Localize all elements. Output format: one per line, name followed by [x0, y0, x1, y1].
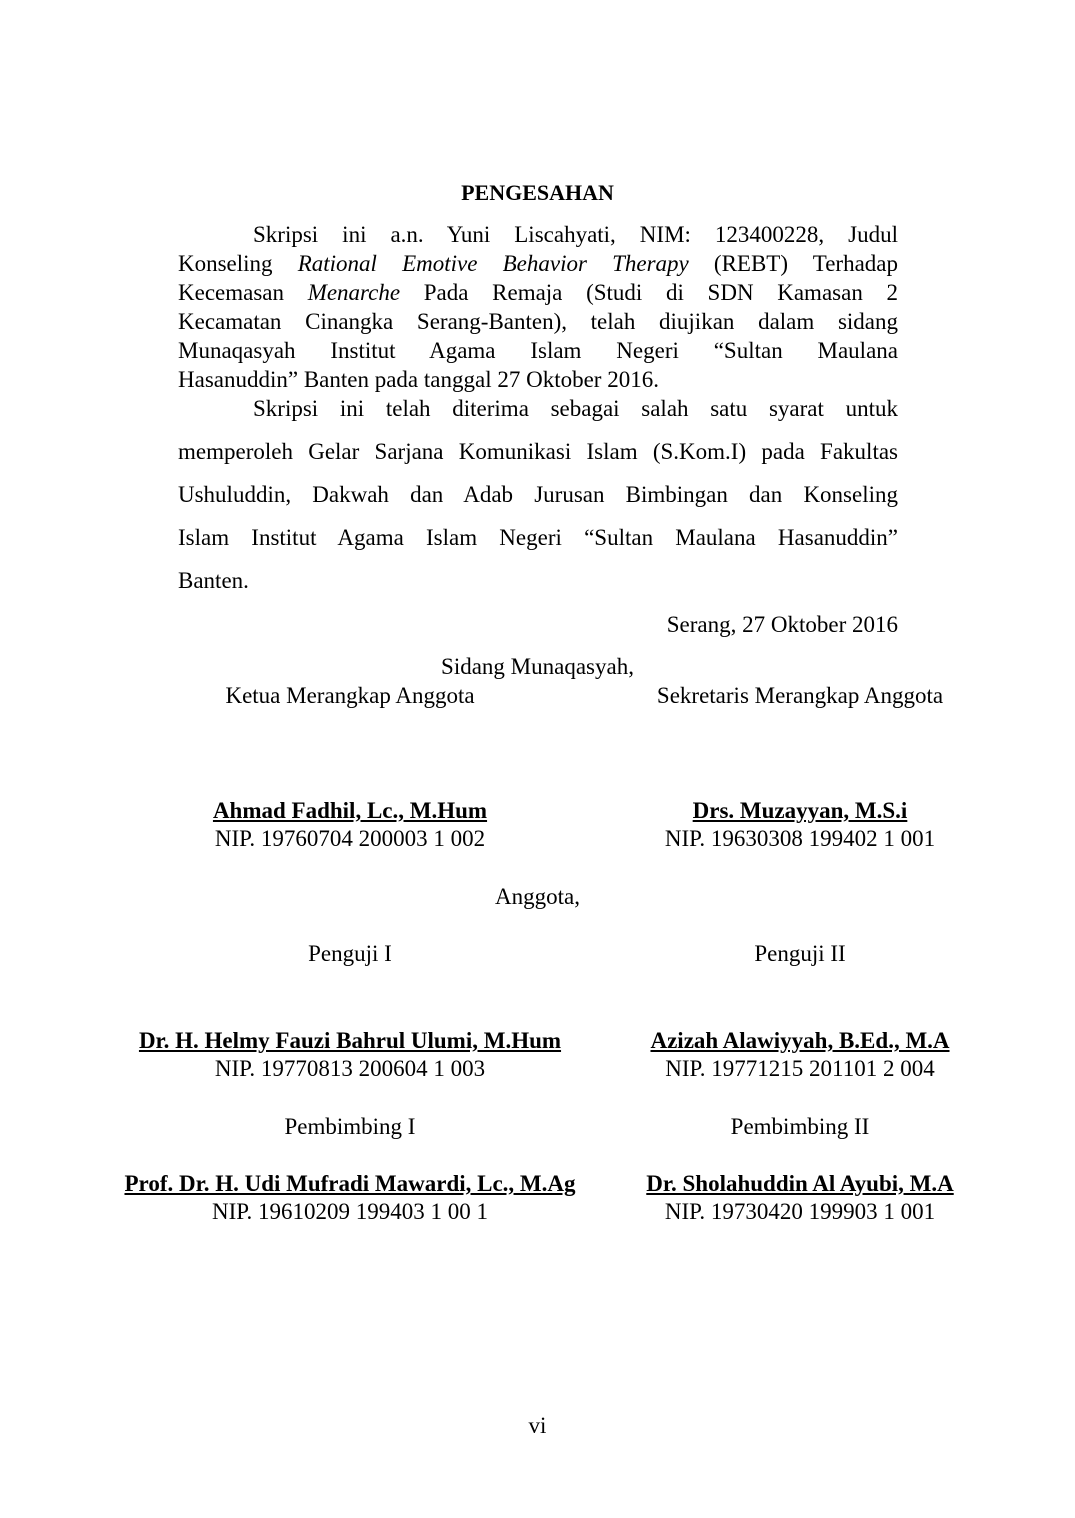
- para1-line2-text-b: (REBT) Terhadap: [688, 251, 898, 276]
- penguji2-label: Penguji II: [754, 941, 846, 966]
- para1-line2-text-a: Konseling: [178, 251, 298, 276]
- para1-line2-italic: Rational Emotive Behavior Therapy: [297, 251, 689, 276]
- pembimbing1-name: Prof. Dr. H. Udi Mufradi Mawardi, Lc., M.Ag: [124, 1171, 576, 1196]
- penguji1-name: Dr. H. Helmy Fauzi Bahrul Ulumi, M.Hum: [138, 1028, 562, 1053]
- ketua-nip: NIP. 19760704 200003 1 002: [214, 826, 486, 851]
- para1-line3-text-b: Pada Remaja (Studi di SDN Kamasan 2: [400, 280, 898, 305]
- pembimbing2-label: Pembimbing II: [730, 1114, 870, 1139]
- penguji2-nip: NIP. 19771215 201101 2 004: [665, 1056, 935, 1081]
- para1-line3-text-a: Kecemasan: [178, 280, 308, 305]
- para2-line5: Banten.: [178, 568, 249, 593]
- sekretaris-label: Sekretaris Merangkap Anggota: [656, 683, 944, 708]
- place-date: Serang, 27 Oktober 2016: [666, 612, 898, 637]
- para1-line4: Kecamatan Cinangka Serang-Banten), telah diujikan dalam sidang: [178, 309, 898, 334]
- penguji1-nip: NIP. 19770813 200604 1 003: [214, 1056, 486, 1081]
- page-number: vi: [528, 1413, 547, 1438]
- sekretaris-nip: NIP. 19630308 199402 1 001: [664, 826, 936, 851]
- pembimbing1-nip: NIP. 19610209 199403 1 00 1: [211, 1199, 488, 1224]
- pembimbing2-name: Dr. Sholahuddin Al Ayubi, M.A: [646, 1171, 954, 1196]
- pembimbing2-nip: NIP. 19730420 199903 1 001: [664, 1199, 936, 1224]
- pembimbing1-label: Pembimbing I: [284, 1114, 416, 1139]
- para1-line5: Munaqasyah Institut Agama Islam Negeri “Sultan Maulana: [178, 338, 898, 363]
- sidang-label: Sidang Munaqasyah,: [441, 654, 634, 679]
- ketua-name: Ahmad Fadhil, Lc., M.Hum: [212, 798, 488, 823]
- para1-line3-italic: Menarche: [307, 280, 401, 305]
- para1-line1: Skripsi ini a.n. Yuni Liscahyati, NIM: 123400228, Judul: [253, 222, 898, 247]
- page-title: PENGESAHAN: [461, 180, 614, 205]
- para2-line3: Ushuluddin, Dakwah dan Adab Jurusan Bimbingan dan Konseling: [178, 482, 898, 507]
- para1-line2: [178, 251, 898, 277]
- penguji1-label: Penguji I: [308, 941, 392, 966]
- para2-line1: Skripsi ini telah diterima sebagai salah satu syarat untuk: [253, 396, 898, 421]
- para1-line6: Hasanuddin” Banten pada tanggal 27 Oktober 2016.: [178, 367, 659, 392]
- para2-line2: memperoleh Gelar Sarjana Komunikasi Islam (S.Kom.I) pada Fakultas: [178, 439, 898, 464]
- para1-line3: [178, 280, 898, 306]
- ketua-label: Ketua Merangkap Anggota: [225, 683, 475, 708]
- anggota-label: Anggota,: [495, 884, 580, 909]
- para2-line4: Islam Institut Agama Islam Negeri “Sultan Maulana Hasanuddin”: [178, 525, 898, 550]
- penguji2-name: Azizah Alawiyyah, B.Ed., M.A: [650, 1028, 950, 1053]
- sekretaris-name: Drs. Muzayyan, M.S.i: [692, 798, 908, 823]
